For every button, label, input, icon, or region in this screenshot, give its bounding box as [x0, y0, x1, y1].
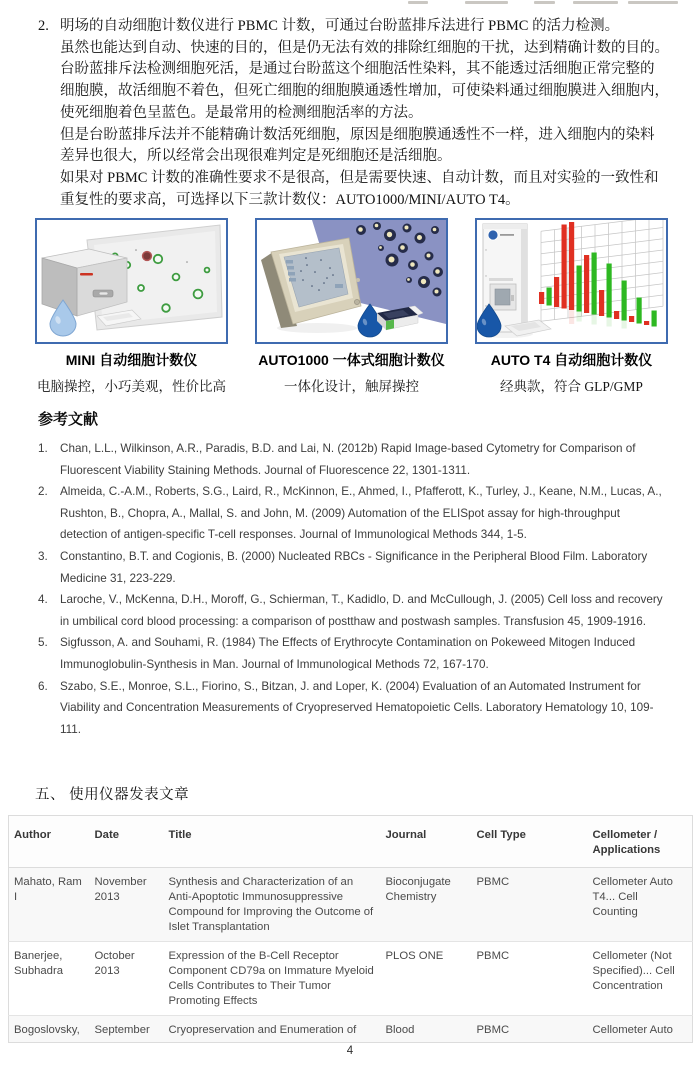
page-top-artifact: [408, 1, 693, 5]
list-number: 2.: [38, 18, 49, 34]
journal-cell: Bioconjugate Chemistry: [381, 868, 472, 942]
column-header-title: Title: [164, 816, 381, 868]
column-header-cell-type: Cell Type: [472, 816, 588, 868]
intro-line: 但是台盼蓝排斥法并不能精确计数活死细胞，原因是细胞膜通透性不一样，进入细胞内的染料: [60, 126, 655, 143]
intro-paragraph: [38, 16, 670, 211]
publications-table: [8, 815, 693, 1043]
intro-line: 差异也很大，所以经常会出现很难判定是死细胞还是活细胞。: [60, 148, 452, 165]
date-cell: November 2013: [90, 868, 164, 942]
title-cell: Cryopreservation and Enumeration of: [164, 1016, 381, 1043]
intro-line: 重复性的要求高，可选择以下三款计数仪：AUTO1000/MINI/AUTO T4。: [60, 191, 520, 208]
page-number: 4: [346, 1045, 354, 1057]
intro-lines: [60, 16, 670, 211]
product-card: [255, 218, 448, 395]
brand-logo-icon: [488, 230, 498, 240]
cellometer-cell: Cellometer (Not Specified)... Cell Concentration: [588, 942, 693, 1016]
autot4-illustration: [477, 220, 666, 342]
intro-line: 使死细胞着色呈蓝色。是最常用的检测细胞活率的方法。: [60, 104, 423, 121]
product-name: AUTO1000 一体式细胞计数仪: [258, 352, 445, 368]
table-row: [9, 942, 693, 1016]
intro-line: 细胞膜，故活细胞不着色，但死亡细胞的细胞膜通透性增加，可使染料通过细胞膜进入细胞内，: [60, 83, 669, 100]
autot4-counter-photo: [475, 218, 668, 395]
reference-item: [38, 481, 668, 546]
reference-item: [38, 632, 668, 675]
reference-number: 5.: [38, 636, 48, 650]
date-cell: September: [90, 1016, 164, 1043]
mini-counter-illustration: [37, 220, 226, 342]
product-gallery: [35, 218, 668, 395]
table-header-row: [9, 816, 693, 868]
intro-line: 明场的自动细胞计数仪进行 PBMC 计数，可通过台盼蓝排斥法进行 PBMC 的活力检测。: [60, 18, 620, 34]
date-cell: October 2013: [90, 942, 164, 1016]
reference-item: [38, 676, 668, 741]
reference-text: Laroche, V., McKenna, D.H., Moroff, G., Schierman, T., Kadidlo, D. and McCullough, J. (2005) Cell loss and recovery in umbilical cord blood processing: a comparison of postthaw and postwash samples. Transfusion 45, 1909-1916.: [60, 593, 663, 628]
product-tagline: 经典款，符合 GLP/GMP: [500, 379, 643, 394]
journal-cell: PLOS ONE: [381, 942, 472, 1016]
red-cell: [143, 252, 152, 261]
title-cell: Synthesis and Characterization of an Anti-Apoptotic Immunosuppressive Compound for Improving the Outcome of Islet Transplantation: [164, 868, 381, 942]
reference-item: [38, 589, 668, 632]
product-name: MINI 自动细胞计数仪: [65, 352, 198, 368]
auto1000-counter-photo: [255, 218, 448, 344]
references-section: [38, 408, 668, 740]
intro-line: 台盼蓝排斥法检测细胞死活，是通过台盼蓝这个细胞活性染料，其不能透过活细胞正常完整的: [60, 61, 655, 78]
reference-number: 1.: [38, 442, 48, 455]
reference-text: Chan, L.L., Wilkinson, A.R., Paradis, B.D. and Lai, N. (2012b) Rapid Image-based Cytometry for Comparison of Fluorescent Viability Staining Methods. Journal of Fluorescence 22, 1301-1311.: [60, 442, 636, 477]
publications-section-heading: 五、 使用仪器发表文章: [35, 787, 190, 803]
intro-line: 如果对 PBMC 计数的准确性要求不是很高，但是需要快速、自动计数，而且对实验的一致性和: [60, 169, 659, 186]
cellometer-cell: Cellometer Auto T4... Cell Counting: [588, 868, 693, 942]
author-cell: Bogoslovsky,: [9, 1016, 90, 1043]
sample-cartridge: [377, 306, 423, 330]
reference-number: 6.: [38, 679, 48, 693]
cell-type-cell: PBMC: [472, 1016, 588, 1043]
column-header-cellometer: Cellometer / Applications: [588, 816, 693, 868]
reference-number: 4.: [38, 593, 48, 607]
product-tagline: 一体化设计，触屏操控: [284, 379, 419, 394]
intro-line: 虽然也能达到自动、快速的目的，但是仍无法有效的排除红细胞的干扰，达到精确计数的目的。: [60, 39, 669, 56]
table-row: [9, 1016, 693, 1043]
column-header-date: Date: [90, 816, 164, 868]
cell-type-cell: PBMC: [472, 942, 588, 1016]
reference-text: Constantino, B.T. and Cogionis, B. (2000) Nucleated RBCs - Significance in the Peripheral Blood Film. Laboratory Medicine 31, 223-229.: [60, 549, 648, 585]
cellometer-cell: Cellometer Auto: [588, 1016, 693, 1043]
cell-type-cell: PBMC: [472, 868, 588, 942]
reference-text: Sigfusson, A. and Souhami, R. (1984) The Effects of Erythrocyte Contamination on Pokeweed Mitogen Induced Immunoglobulin-Synthesis in Man. Journal of Immunological Methods 72, 167-170.: [60, 636, 636, 671]
journal-cell: Blood: [381, 1016, 472, 1043]
table-row: [9, 868, 693, 942]
auto1000-illustration: [257, 220, 446, 342]
author-cell: Mahato, Ram I: [9, 868, 90, 942]
reference-item: [38, 546, 668, 589]
reference-number: 3.: [38, 549, 48, 563]
device-logo: [80, 273, 93, 276]
reference-text: Almeida, C.-A.M., Roberts, S.G., Laird, R., McKinnon, E., Ahmed, I., Pfafferott, K., Turley, J., Keane, N.M., Lucas, A., Rushton, B., Chopra, A., Mallal, S. and John, M. (2009) Automation of the ELISpot assay for high-throughput detection of antigen-specific T-cell responses. Journal of Immunological Methods 344, 1-5.: [60, 485, 662, 542]
reference-number: 2.: [38, 485, 48, 499]
product-name: AUTO T4 自动细胞计数仪: [490, 352, 653, 368]
column-header-journal: Journal: [381, 816, 472, 868]
mini-counter-photo: [35, 218, 228, 344]
autot4-counter-photo-frame: [475, 218, 668, 344]
reference-text: Szabo, S.E., Monroe, S.L., Fiorino, S., Bitzan, J. and Loper, K. (2004) Evaluation of an Automated Instrument for Viability and Concentration Measurements of Cryopreserved Hematopoietic Cells. Laboratory Hematology 10, 109-111.: [60, 679, 654, 736]
author-cell: Banerjee, Subhadra: [9, 942, 90, 1016]
title-cell: Expression of the B-Cell Receptor Component CD79a on Immature Myeloid Cells Contributes to Their Tumor Promoting Effects: [164, 942, 381, 1016]
product-tagline: 电脑操控，小巧美观，性价比高: [37, 379, 226, 394]
column-header-author: Author: [9, 816, 90, 868]
product-card: [35, 218, 228, 395]
references-heading: 参考文献: [38, 411, 99, 428]
reference-item: [38, 438, 668, 481]
